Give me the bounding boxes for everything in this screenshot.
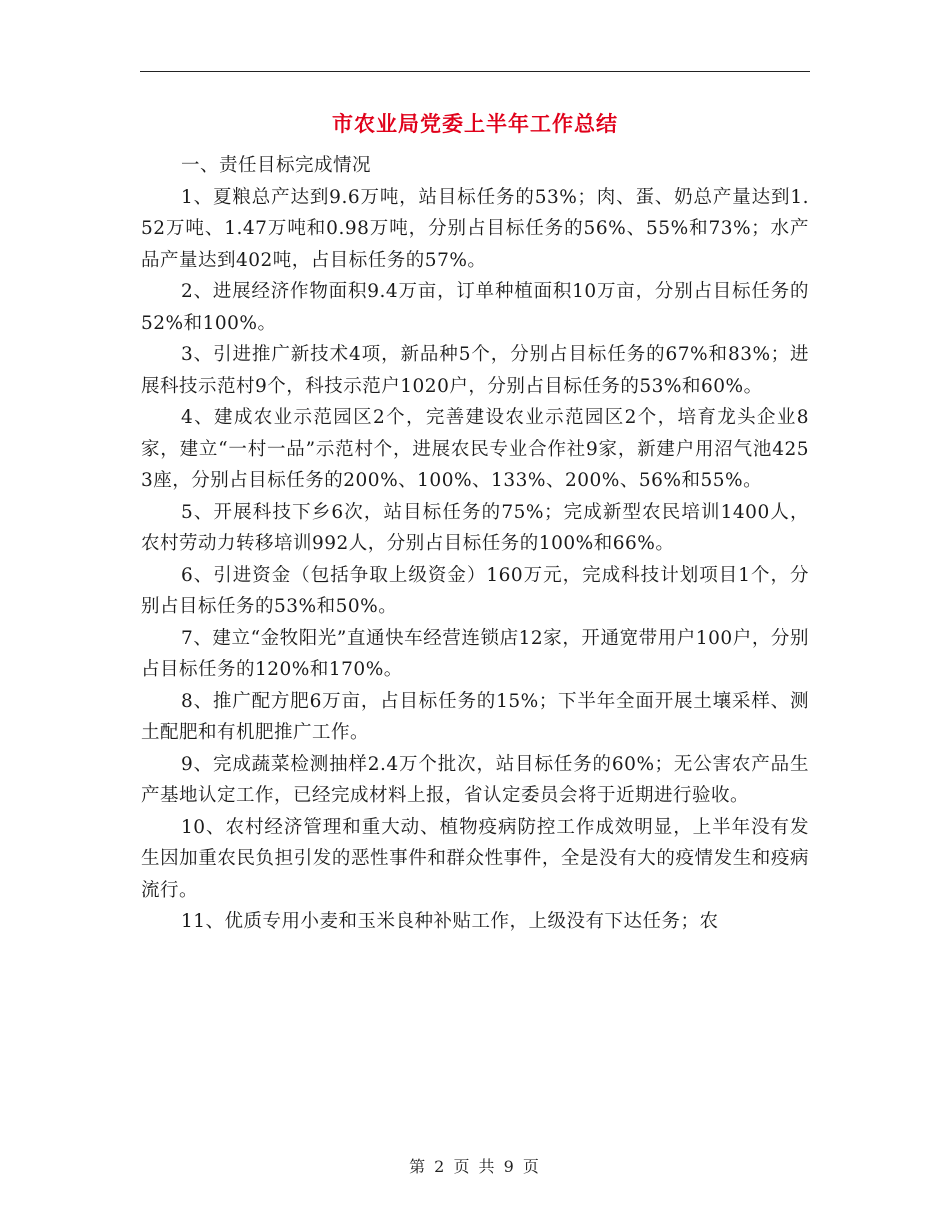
paragraph-3: 3、引进推广新技术4项，新品种5个，分别占目标任务的67%和83%；进展科技示范村9个，科技示范户1020户，分别占目标任务的53%和60%。 — [141, 344, 809, 397]
paragraph-9: 9、完成蔬菜检测抽样2.4万个批次，站目标任务的60%；无公害农产品生产基地认定工作，已经完成材料上报，省认定委员会将于近期进行验收。 — [141, 753, 809, 806]
paragraph-5: 5、开展科技下乡6次，站目标任务的75%；完成新型农民培训1400人，农村劳动力转移培训992人，分别占目标任务的100%和66%。 — [141, 501, 809, 554]
paragraph-1: 1、夏粮总产达到9.6万吨，站目标任务的53%；肉、蛋、奶总产量达到1.52万吨、1.47万吨和0.98万吨，分别占目标任务的56%、55%和73%；水产品产量达到402吨，占目标任务的57%。 — [141, 186, 809, 271]
section-heading: 一、责任目标完成情况 — [181, 155, 372, 176]
paragraph-11: 11、优质专用小麦和玉米良种补贴工作，上级没有下达任务；农 — [181, 911, 719, 932]
header-rule — [140, 71, 810, 72]
paragraph-6: 6、引进资金（包括争取上级资金）160万元，完成科技计划项目1个，分别占目标任务的53%和50%。 — [141, 564, 809, 617]
paragraph-10: 10、农村经济管理和重大动、植物疫病防控工作成效明显，上半年没有发生因加重农民负担引发的恶性事件和群众性事件，全是没有大的疫情发生和疫病流行。 — [141, 816, 809, 901]
document-title: 市农业局党委上半年工作总结 — [332, 112, 618, 136]
paragraph-2: 2、进展经济作物面积9.4万亩，订单种植面积10万亩，分别占目标任务的52%和100%。 — [141, 281, 809, 334]
paragraph-8: 8、推广配方肥6万亩，占目标任务的15%；下半年全面开展土壤采样、测土配肥和有机肥推广工作。 — [141, 690, 809, 743]
document-body — [141, 150, 809, 938]
paragraph-4: 4、建成农业示范园区2个，完善建设农业示范园区2个，培育龙头企业8家，建立“一村一品”示范村个，进展农民专业合作社9家，新建户用沼气池4253座，分别占目标任务的200%、100%、133%、200%、56%和55%。 — [141, 407, 809, 491]
page-number: 第 2 页 共 9 页 — [409, 1157, 541, 1176]
paragraph-7: 7、建立“金牧阳光”直通快车经营连锁店12家，开通宽带用户100户，分别占目标任务的120%和170%。 — [141, 627, 809, 680]
